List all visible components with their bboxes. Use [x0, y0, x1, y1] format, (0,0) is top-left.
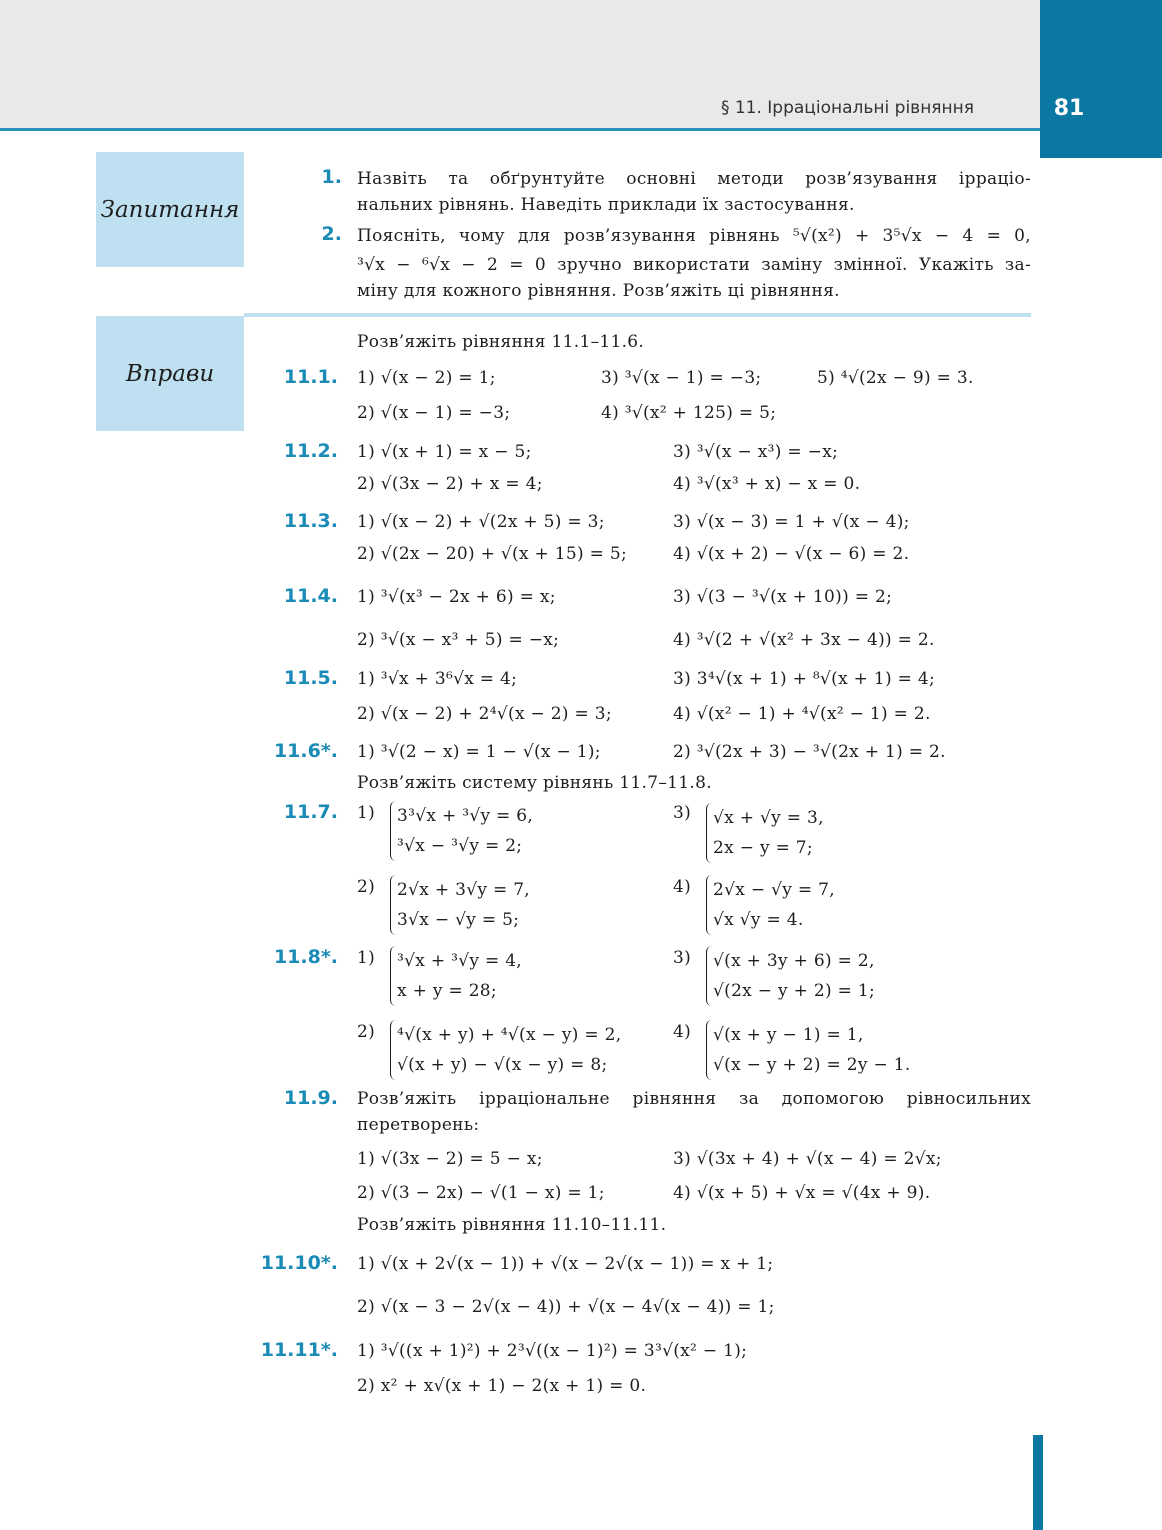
exercise-number: 11.1. [283, 366, 338, 388]
bottom-accent-bar [1033, 1435, 1043, 1530]
exercise-item: 2) √(x − 2) + 2⁴√(x − 2) = 3; [357, 704, 612, 724]
questions-label: Запитання [96, 152, 244, 267]
exercise-item: 2) √(2x − 20) + √(x + 15) = 5; [357, 544, 628, 564]
exercise-item: 2) ³√(2x + 3) − ³√(2x + 1) = 2. [673, 742, 946, 762]
exercise-number: 11.11*. [260, 1339, 338, 1361]
exercise-text: перетворень: [357, 1115, 480, 1135]
exercise-item: 3) ³√(x − x³) = −x; [673, 442, 839, 462]
question-number: 1. [321, 166, 342, 188]
system-equation: ³√x − ³√y = 2; [397, 836, 523, 856]
exercise-item: 3) ³√(x − 1) = −3; [601, 368, 762, 388]
system-label: 4) [673, 1022, 692, 1042]
exercise-intro: Розв’яжіть рівняння 11.10–11.11. [357, 1215, 667, 1235]
running-title: § 11. Ірраціональні рівняння [720, 98, 974, 118]
exercise-item: 4) ³√(x² + 125) = 5; [601, 403, 777, 423]
exercise-number: 11.8*. [273, 946, 338, 968]
exercise-item: 1) √(3x − 2) = 5 − x; [357, 1149, 543, 1169]
exercise-item: 2) √(3x − 2) + x = 4; [357, 474, 543, 494]
system-label: 3) [673, 803, 692, 823]
exercise-item: 2) √(3 − 2x) − √(1 − x) = 1; [357, 1183, 605, 1203]
exercise-number: 11.4. [283, 585, 338, 607]
system-equation: ⁴√(x + y) + ⁴√(x − y) = 2, [397, 1025, 622, 1045]
system-equation: √(x + y − 1) = 1, [713, 1025, 864, 1045]
equation-system [706, 801, 824, 863]
exercise-item: 5) ⁴√(2x − 9) = 3. [817, 368, 974, 388]
exercise-item: 1) ³√(x³ − 2x + 6) = x; [357, 587, 556, 607]
exercise-intro: Розв’яжіть рівняння 11.1–11.6. [357, 332, 645, 352]
exercise-item: 4) √(x + 2) − √(x − 6) = 2. [673, 544, 910, 564]
equation-system [706, 1018, 911, 1080]
system-equation: √x √y = 4. [713, 910, 804, 930]
exercise-item: 1) ³√x + 3⁶√x = 4; [357, 669, 518, 689]
exercise-item: 2) x² + x√(x + 1) − 2(x + 1) = 0. [357, 1376, 647, 1396]
equation-system [390, 873, 530, 935]
system-equation: 3√x − √y = 5; [397, 910, 520, 930]
equation-system [706, 873, 835, 935]
exercises-label: Вправи [96, 316, 244, 431]
system-label: 2) [357, 877, 376, 897]
exercise-number: 11.2. [283, 440, 338, 462]
system-equation: √(x + 3y + 6) = 2, [713, 951, 875, 971]
page-tab [1040, 0, 1162, 158]
system-equation: 2x − y = 7; [713, 838, 813, 858]
exercise-item: 3) √(x − 3) = 1 + √(x − 4); [673, 512, 910, 532]
system-label: 4) [673, 877, 692, 897]
system-equation: 2√x + 3√y = 7, [397, 880, 531, 900]
exercise-item: 4) ³√(x³ + x) − x = 0. [673, 474, 861, 494]
exercise-item: 1) √(x + 2√(x − 1)) + √(x − 2√(x − 1)) = x + 1; [357, 1254, 774, 1274]
exercise-number: 11.7. [283, 801, 338, 823]
exercise-item: 1) √(x − 2) + √(2x + 5) = 3; [357, 512, 605, 532]
exercise-item: 2) √(x − 1) = −3; [357, 403, 511, 423]
question-number: 2. [321, 223, 342, 245]
exercise-item: 3) √(3x + 4) + √(x − 4) = 2√x; [673, 1149, 942, 1169]
section-separator [244, 313, 1031, 317]
system-equation: √(x + y) − √(x − y) = 8; [397, 1055, 608, 1075]
exercise-number: 11.5. [283, 667, 338, 689]
system-equation: √(x − y + 2) = 2y − 1. [713, 1055, 911, 1075]
equation-system [706, 944, 875, 1006]
system-equation: √x + √y = 3, [713, 808, 824, 828]
equation-system [390, 944, 522, 1006]
exercise-item: 2) √(x − 3 − 2√(x − 4)) + √(x − 4√(x − 4)) = 1; [357, 1297, 775, 1317]
exercise-item: 1) ³√(2 − x) = 1 − √(x − 1); [357, 742, 601, 762]
system-label: 1) [357, 803, 376, 823]
exercise-item: 2) ³√(x − x³ + 5) = −x; [357, 630, 560, 650]
exercise-item: 4) √(x + 5) + √x = √(4x + 9). [673, 1183, 931, 1203]
system-label: 1) [357, 948, 376, 968]
exercise-item: 3) √(3 − ³√(x + 10)) = 2; [673, 587, 893, 607]
question-2-line-1: Поясніть, чому для розв’язування рівнянь ⁵√(x²) + 3⁵√x − 4 = 0, [357, 226, 1031, 246]
exercise-intro: Розв’яжіть систему рівнянь 11.7–11.8. [357, 773, 712, 793]
exercise-number: 11.3. [283, 510, 338, 532]
equation-system [390, 1018, 621, 1080]
system-equation: ³√x + ³√y = 4, [397, 951, 523, 971]
system-equation: 2√x − √y = 7, [713, 880, 835, 900]
system-label: 2) [357, 1022, 376, 1042]
exercise-text: Розв’яжіть ірраціональне рівняння за допомогою рівносильних [357, 1089, 1031, 1109]
system-equation: 3³√x + ³√y = 6, [397, 806, 534, 826]
system-label: 3) [673, 948, 692, 968]
exercise-number: 11.10*. [260, 1252, 338, 1274]
header-rule [0, 128, 1040, 131]
page-number: 81 [1053, 96, 1085, 121]
question-1-line-1: Назвіть та обґрунтуйте основні методи розв’язування ірраціо- [357, 169, 1031, 189]
question-2-line-2: ³√x − ⁶√x − 2 = 0 зручно використати заміну змінної. Укажіть за- [357, 255, 1031, 275]
question-1-line-2: нальних рівнянь. Наведіть приклади їх застосування. [357, 195, 855, 215]
exercise-number: 11.6*. [273, 740, 338, 762]
system-equation: x + y = 28; [397, 981, 497, 1001]
exercise-item: 1) √(x − 2) = 1; [357, 368, 496, 388]
exercise-item: 3) 3⁴√(x + 1) + ⁸√(x + 1) = 4; [673, 669, 936, 689]
exercise-item: 1) √(x + 1) = x − 5; [357, 442, 532, 462]
exercise-item: 1) ³√((x + 1)²) + 2³√((x − 1)²) = 3³√(x² − 1); [357, 1341, 748, 1361]
exercise-item: 4) ³√(2 + √(x² + 3x − 4)) = 2. [673, 630, 935, 650]
exercise-number: 11.9. [283, 1087, 338, 1109]
system-equation: √(2x − y + 2) = 1; [713, 981, 876, 1001]
question-2-line-3: міну для кожного рівняння. Розв’яжіть ці рівняння. [357, 281, 840, 301]
equation-system [390, 799, 533, 861]
exercise-item: 4) √(x² − 1) + ⁴√(x² − 1) = 2. [673, 704, 931, 724]
